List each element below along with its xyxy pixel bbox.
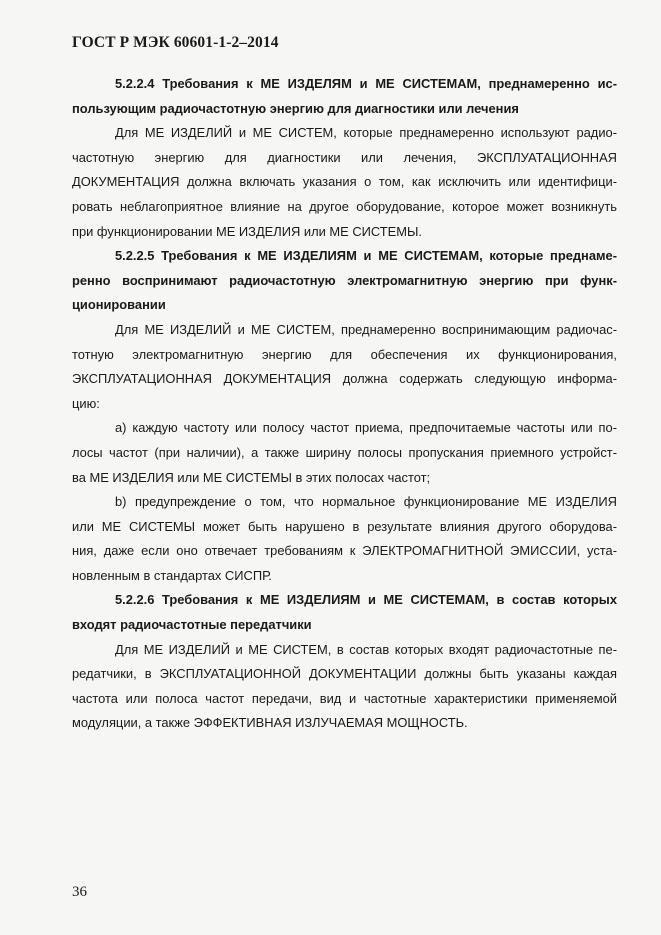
standard-header: ГОСТ Р МЭК 60601-1-2–2014: [72, 34, 279, 51]
paragraph-line: Для МЕ ИЗДЕЛИЙ и МЕ СИСТЕМ, преднамеренно воспринимающим радиочас-: [115, 321, 617, 337]
section-heading-line: ренно воспринимают радиочастотную электромагнитную энергию при функ-: [72, 272, 617, 288]
paragraph-line: модуляции, а также ЭФФЕКТИВНАЯ ИЗЛУЧАЕМАЯ МОЩНОСТЬ.: [72, 715, 468, 731]
paragraph-line: редатчики, в ЭКСПЛУАТАЦИОННОЙ ДОКУМЕНТАЦИИ должны быть указаны каждая: [72, 666, 617, 682]
list-item-line: лосы частот (при наличии), а также ширину полосы пропускания приемного устройст-: [72, 444, 617, 460]
paragraph-line: частота или полоса частот передачи, вид и частотные характеристики применяемой: [72, 690, 617, 706]
section-heading-line: пользующим радиочастотную энергию для диагностики или лечения: [72, 100, 519, 116]
paragraph-line: ДОКУМЕНТАЦИЯ должна включать указания о том, как исключить или идентифици-: [72, 174, 617, 190]
list-item-line: a) каждую частоту или полосу частот приема, предпочитаемые частоты или по-: [115, 420, 617, 436]
list-item-line: или МЕ СИСТЕМЫ может быть нарушено в результате влияния другого оборудова-: [72, 518, 617, 534]
list-item-line: b) предупреждение о том, что нормальное функционирование МЕ ИЗДЕЛИЯ: [115, 494, 617, 510]
paragraph-line: Для МЕ ИЗДЕЛИЙ и МЕ СИСТЕМ, которые преднамеренно используют радио-: [115, 125, 617, 141]
paragraph-line: ЭКСПЛУАТАЦИОННАЯ ДОКУМЕНТАЦИЯ должна содержать следующую информа-: [72, 371, 617, 387]
section-heading-line: ционировании: [72, 297, 166, 313]
paragraph-line: тотную электромагнитную энергию для обеспечения их функционирования,: [72, 346, 617, 362]
paragraph-line: частотную энергию для диагностики или лечения, ЭКСПЛУАТАЦИОННАЯ: [72, 149, 617, 165]
section-heading-line: 5.2.2.4 Требования к МЕ ИЗДЕЛЯМ и МЕ СИСТЕМАМ, преднамеренно ис-: [115, 76, 617, 91]
list-item-line: ния, даже если оно отвечает требованиям к ЭЛЕКТРОМАГНИТНОЙ ЭМИССИИ, уста-: [72, 543, 617, 559]
paragraph-line: Для МЕ ИЗДЕЛИЙ и МЕ СИСТЕМ, в состав которых входят радиочастотные пе-: [115, 641, 617, 657]
list-item-line: ва МЕ ИЗДЕЛИЯ или МЕ СИСТЕМЫ в этих полосах частот;: [72, 469, 431, 485]
paragraph-line: цию:: [72, 395, 100, 411]
section-heading-line: 5.2.2.5 Требования к МЕ ИЗДЕЛИЯМ и МЕ СИСТЕМАМ, которые преднаме-: [115, 248, 617, 264]
paragraph-line: ровать неблагоприятное влияние на другое оборудование, которое может возникнуть: [72, 198, 617, 214]
section-heading-line: 5.2.2.6 Требования к МЕ ИЗДЕЛИЯМ и МЕ СИСТЕМАМ, в состав которых: [115, 592, 617, 608]
list-item-line: новленным в стандартах СИСПР.: [72, 567, 272, 583]
section-heading-line: входят радиочастотные передатчики: [72, 617, 312, 633]
document-body: [72, 72, 617, 736]
page-number: 36: [72, 884, 87, 900]
paragraph-line: при функционировании МЕ ИЗДЕЛИЯ или МЕ СИСТЕМЫ.: [72, 223, 422, 239]
